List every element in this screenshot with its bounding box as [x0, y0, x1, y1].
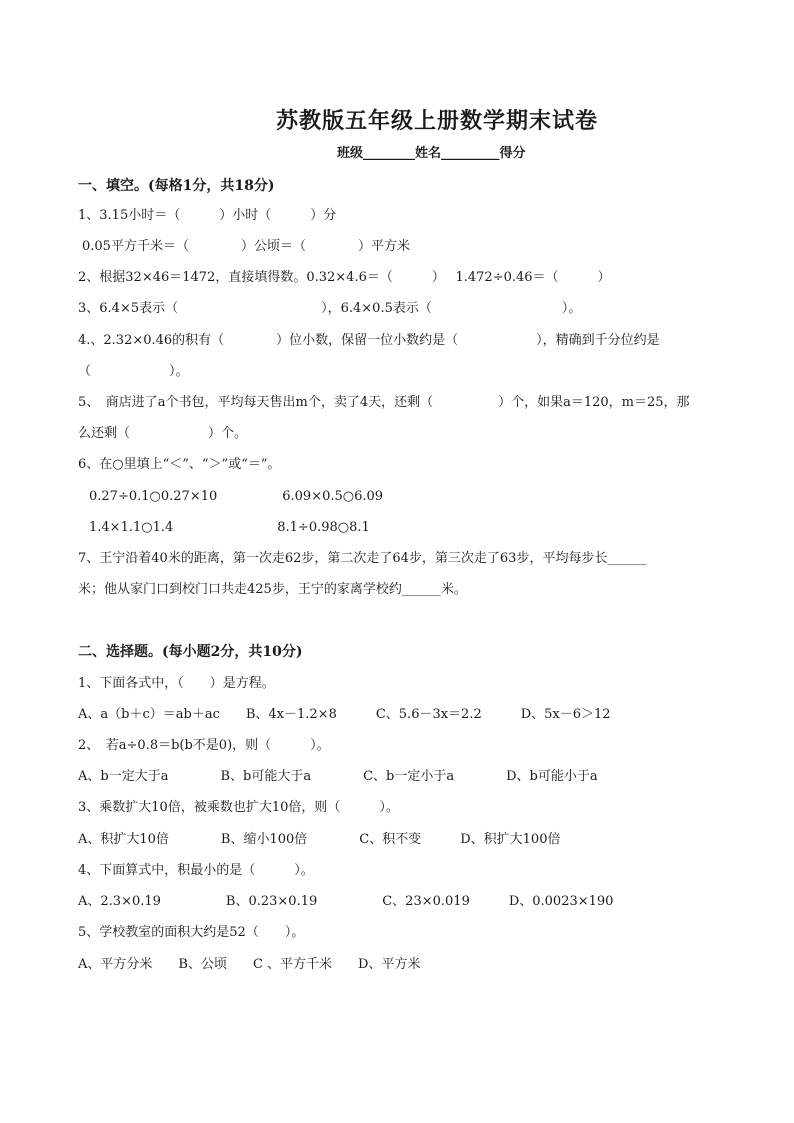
s1-line-11: 1.4×1.1○1.4 8.1÷0.98○8.1 [89, 520, 370, 535]
s2-line-7: 4、下面算式中，积最小的是（ ）。 [78, 863, 314, 878]
s1-line-13: 米；他从家门口到校门口共走425步，王宁的家离学校约______米。 [78, 582, 467, 597]
section2-heading: 二、选择题。(每小题2分，共10分) [78, 644, 303, 660]
student-info-line: 班级________姓名_________得分 [337, 146, 526, 161]
s1-line-8: 么还剩（ ）个。 [78, 426, 248, 441]
s1-line-5: 4.、2.32×0.46的积有（ ）位小数，保留一位小数约是（ ），精确到千分位约是 [78, 333, 660, 348]
s1-line-12: 7、王宁沿着40米的距离，第一次走62步，第二次走了64步，第三次走了63步，平均每步长______ [78, 551, 647, 566]
s1-line-3: 2、根据32×46＝1472，直接填得数。0.32×4.6＝（ ） 1.472÷0.46＝（ ） [78, 270, 611, 285]
s1-line-2: 0.05平方千米＝（ ）公顷＝（ ）平方米 [82, 239, 410, 254]
section1-heading: 一、填空。(每格1分，共18分) [78, 178, 275, 194]
s1-line-9: 6、在○里填上“＜”、“＞”或“＝”。 [78, 457, 281, 472]
s2-line-5: 3、乘数扩大10倍，被乘数也扩大10倍，则（ ）。 [78, 800, 399, 815]
s1-line-6: （ ）。 [78, 364, 189, 379]
s2-line-1: 1、下面各式中，（ ）是方程。 [78, 676, 275, 691]
s1-line-10: 0.27÷0.1○0.27×10 6.09×0.5○6.09 [89, 489, 384, 504]
s2-line-6: A、积扩大10倍 B、缩小100倍 C、积不变 D、积扩大100倍 [78, 832, 561, 847]
s2-line-3: 2、 若a÷0.8＝b(b不是0)，则（ ）。 [78, 738, 330, 753]
s2-line-8: A、2.3×0.19 B、0.23×0.19 C、23×0.019 D、0.0023×190 [78, 894, 614, 909]
s1-line-1: 1、3.15小时＝（ ）小时（ ）分 [78, 208, 337, 223]
s2-line-4: A、b一定大于a B、b可能大于a C、b一定小于a D、b可能小于a [78, 769, 598, 784]
s2-line-10: A、平方分米 B、公顷 C 、平方千米 D、平方米 [78, 957, 421, 972]
s1-line-7: 5、 商店进了a个书包，平均每天售出m个，卖了4天，还剩（ ）个，如果a＝120，m＝25，那 [78, 395, 690, 410]
exam-title: 苏教版五年级上册数学期末试卷 [275, 108, 598, 134]
s2-line-9: 5、学校教室的面积大约是52（ ）。 [78, 925, 305, 940]
s1-line-4: 3、6.4×5表示（ ），6.4×0.5表示（ ）。 [78, 301, 582, 316]
s2-line-2: A、a（b＋c）＝ab＋ac B、4x－1.2×8 C、5.6－3x＝2.2 D、5x－6＞12 [78, 707, 611, 722]
